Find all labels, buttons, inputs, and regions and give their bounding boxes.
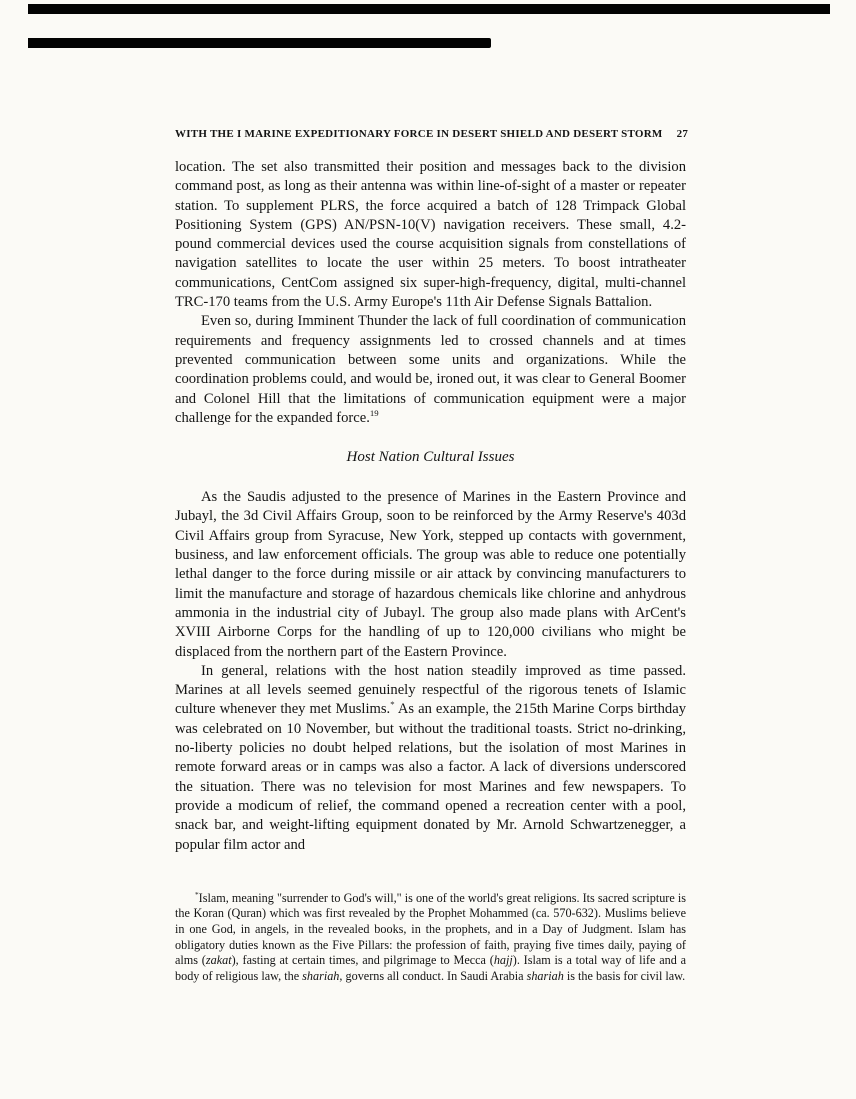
scan-artifact-bar-second bbox=[28, 38, 491, 48]
footnote: *Islam, meaning "surrender to God's will," is one of the world's great religions. Its sacred scripture is the Koran (Quran) which was first revealed by the Prophet Mohammed (ca. 570-632). Muslims believe in one God, in angels, in the revealed books, in the prophets, and in a Day of Judgment. Islam has obligatory duties known as the Five Pillars: the profession of faith, praying five times daily, paying of alms (zakat), fasting at certain times, and pilgrimage to Mecca (hajj). Islam is a total way of life and a body of religious law, the shariah, governs all conduct. In Saudi Arabia shariah is the basis for civil law. bbox=[175, 889, 686, 983]
page-number: 27 bbox=[676, 128, 689, 140]
running-header bbox=[175, 128, 689, 140]
page-content bbox=[175, 128, 689, 984]
body-text bbox=[175, 158, 686, 855]
running-header-title: WITH THE I MARINE EXPEDITIONARY FORCE IN DESERT SHIELD AND DESERT STORM bbox=[175, 128, 663, 140]
section-heading: Host Nation Cultural Issues bbox=[346, 449, 515, 466]
scan-artifact-bar-top bbox=[28, 4, 830, 14]
paragraph-3: As the Saudis adjusted to the presence of Marines in the Eastern Province and Jubayl, the 3d Civil Affairs Group, soon to be reinforced by the Army Reserve's 403d Civil Affairs group from Syracuse, New York, stepped up contacts with government, business, and law enforcement officials. The group was able to reduce one potentially lethal danger to the force during missile or air attack by convincing manufacturers to limit the manufacture and storage of hazardous chemicals like chlorine and anhydrous ammonia in the industrial city of Jubayl. The group also made plans with ArCent's XVIII Airborne Corps for the handling of up to 120,000 civilians who might be displaced from the northern part of the Eastern Province. bbox=[175, 489, 686, 660]
paragraph-4: In general, relations with the host nation steadily improved as time passed. Marines at all levels seemed genuinely respectful of the rigorous tenets of Islamic culture whenever they met Muslims.* As an example, the 215th Marine Corps birthday was celebrated on 10 November, but without the traditional toasts. Strict no-drinking, no-liberty policies no doubt helped relations, but the isolation of most Marines in remote forward areas or in camps was also a factor. A lack of diversions underscored the situation. There was no television for most Marines and few newspapers. To provide a modicum of relief, the command opened a recreation center with a pool, snack bar, and weight-lifting equipment donated by Mr. Arnold Schwartzenegger, a popular film actor and bbox=[175, 662, 686, 853]
paragraph-2: Even so, during Imminent Thunder the lack of full coordination of communication requirements and frequency assignments led to crossed channels and at times prevented communication between some units and organizations. While the coordination problems could, and would be, ironed out, it was clear to General Boomer and Colonel Hill that the limitations of communication equipment were a major challenge for the expanded force.$^{19}$ bbox=[175, 313, 686, 426]
paragraph-1: location. The set also transmitted their position and messages back to the division command post, as long as their antenna was within line-of-sight of a master or repeater station. To supplement PLRS, the force acquired a batch of 128 Trimpack Global Positioning System (GPS) AN/PSN-10(V) navigation receivers. These small, 4.2-pound commercial devices used the course acquisition signals from constellations of navigation satellites to locate the user within 25 meters. To boost intratheater communications, CentCom assigned six super-high-frequency, digital, multi-channel TRC-170 teams from the U.S. Army Europe's 11th Air Defense Signals Battalion. bbox=[175, 159, 686, 311]
